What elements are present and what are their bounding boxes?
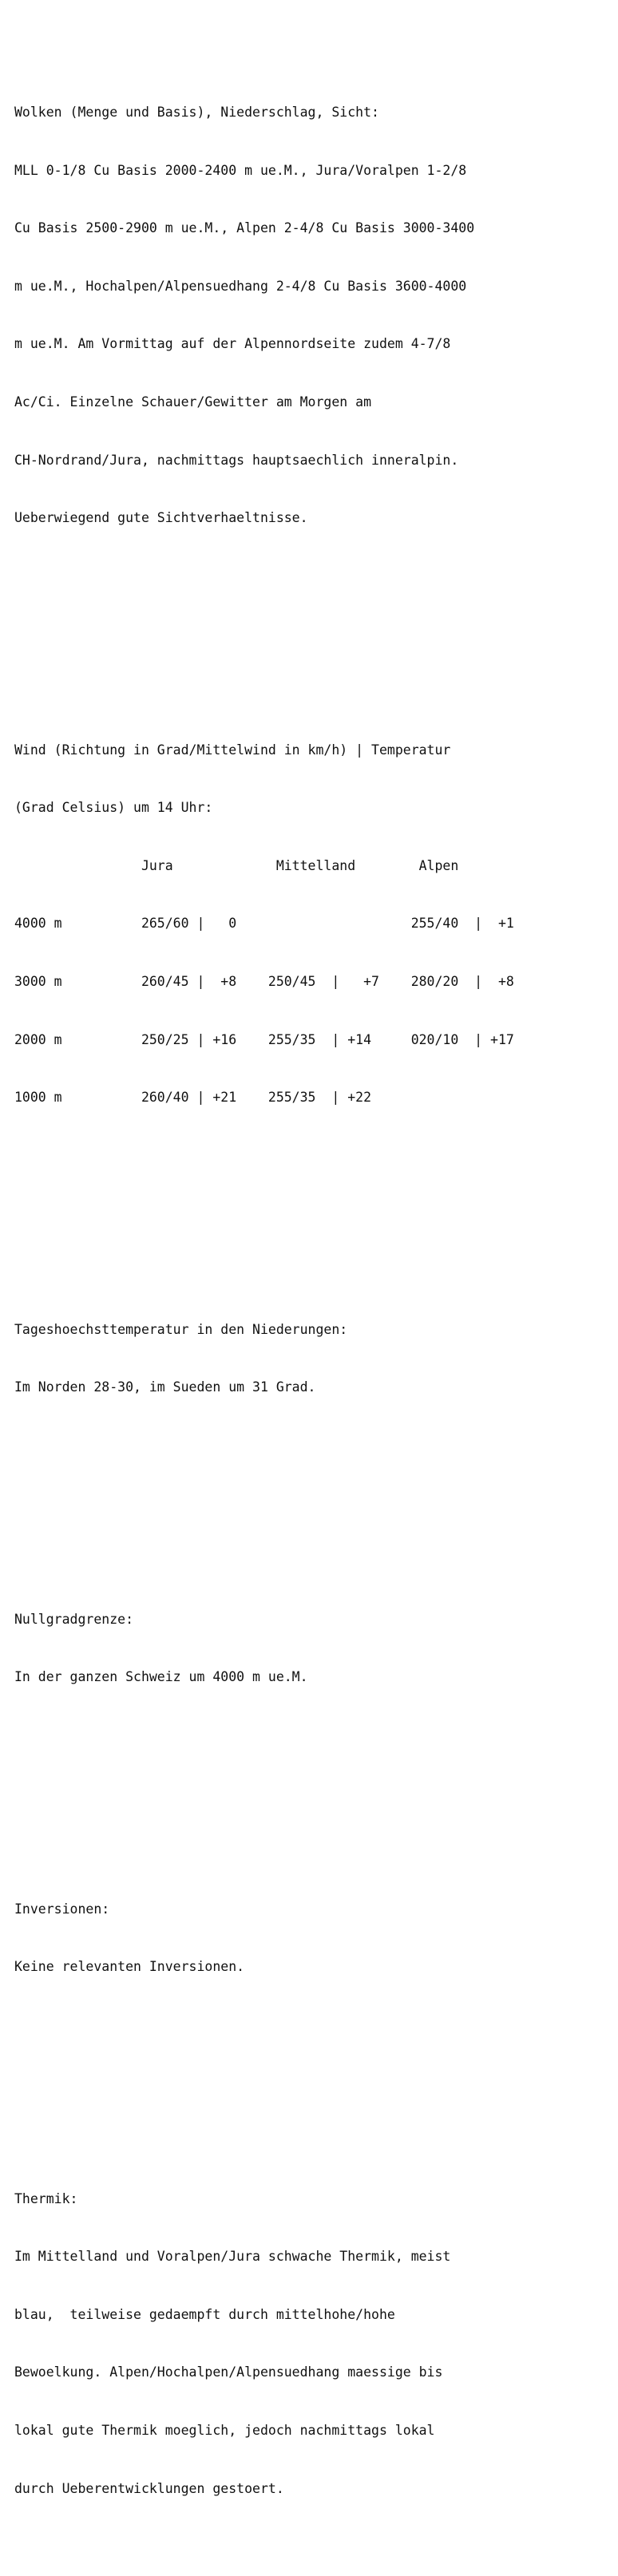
thermals-text-line: Im Mittelland und Voralpen/Jura schwache Thermik, meist [14,2249,451,2265]
clouds-section [14,65,613,567]
clouds-text-line: CH-Nordrand/Jura, nachmittags hauptsaechlich inneralpin. [14,452,459,468]
clouds-text-line: Cu Basis 2500-2900 m ue.M., Alpen 2-4/8 Cu Basis 3000-3400 [14,220,475,236]
freezing-level-section [14,1571,613,1726]
wind-table-row: 3000 m 260/45 | +8 250/45 | +7 280/20 | +8 [14,973,514,989]
wind-table-header: Jura Mittelland Alpen [14,857,459,873]
clouds-text-line: Ac/Ci. Einzelne Schauer/Gewitter am Morgen am [14,394,372,410]
freezing-level-text: In der ganzen Schweiz um 4000 m ue.M. [14,1669,308,1685]
thermals-text-line: durch Ueberentwicklungen gestoert. [14,2480,284,2496]
inversions-heading: Inversionen: [14,1901,110,1917]
max-temp-heading: Tageshoechsttemperatur in den Niederungen: [14,1321,348,1337]
section-spacer [14,1783,613,1802]
max-temperature-section [14,1281,613,1436]
thermals-text-line: lokal gute Thermik moeglich, jedoch nachmittags lokal [14,2422,435,2438]
thermals-text-line: blau, teilweise gedaempft durch mittelhohe/hohe [14,2306,395,2322]
section-spacer [14,1494,613,1513]
freezing-level-heading: Nullgradgrenze: [14,1611,134,1627]
section-spacer [14,1204,613,1223]
thermals-text-line: Bewoelkung. Alpen/Hochalpen/Alpensuedhang maessige bis [14,2364,443,2380]
clouds-text-line: m ue.M. Am Vormittag auf der Alpennordseite zudem 4-7/8 [14,336,451,352]
thermals-heading: Thermik: [14,2190,78,2206]
wind-heading: Wind (Richtung in Grad/Mittelwind in km/h) | Temperatur [14,742,451,758]
section-spacer [14,2073,613,2092]
clouds-text-line: MLL 0-1/8 Cu Basis 2000-2400 m ue.M., Jura/Voralpen 1-2/8 [14,162,467,178]
inversions-section [14,1861,613,2016]
wind-temperature-section [14,702,613,1146]
wind-table-row: 1000 m 260/40 | +21 255/35 | +22 [14,1090,372,1106]
wind-table-row: 2000 m 250/25 | +16 255/35 | +14 020/10 | +17 [14,1031,514,1047]
max-temp-text: Im Norden 28-30, im Sueden um 31 Grad. [14,1379,316,1395]
section-spacer [14,624,613,643]
thermals-section [14,2151,613,2537]
clouds-text-line: m ue.M., Hochalpen/Alpensuedhang 2-4/8 Cu Basis 3600-4000 [14,278,467,294]
clouds-heading: Wolken (Menge und Basis), Niederschlag, Sicht: [14,105,379,121]
wind-heading: (Grad Celsius) um 14 Uhr: [14,800,213,816]
wind-table-row: 4000 m 265/60 | 0 255/40 | +1 [14,916,514,932]
forecast-document [14,6,613,2576]
inversions-text: Keine relevanten Inversionen. [14,1959,245,1975]
clouds-text-line: Ueberwiegend gute Sichtverhaeltnisse. [14,510,308,526]
